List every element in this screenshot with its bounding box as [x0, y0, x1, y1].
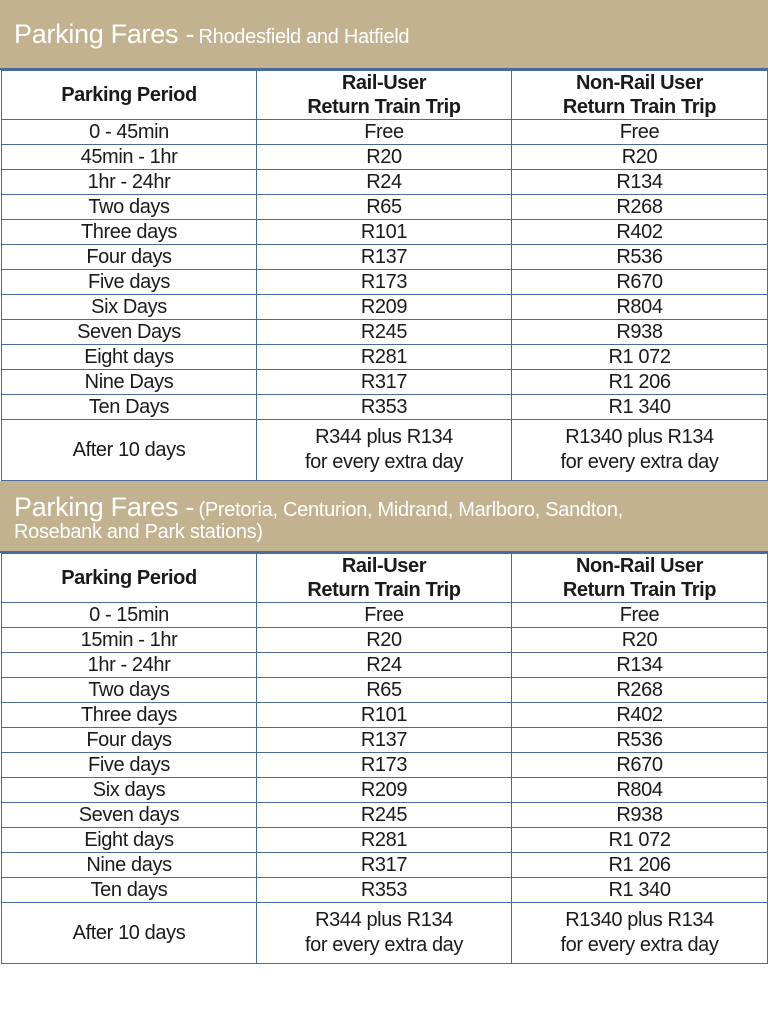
cell-period: Nine Days: [2, 370, 257, 395]
cell-non-rail-fare: R1 340: [512, 395, 768, 420]
table-row: [2, 853, 768, 878]
cell-rail-fare: R20: [257, 145, 512, 170]
cell-non-rail-fare: R1 072: [512, 828, 768, 853]
cell-non-rail-fare: Free: [512, 603, 768, 628]
cell-non-rail-fare: R402: [512, 703, 768, 728]
table-row: [2, 395, 768, 420]
table-row: [2, 245, 768, 270]
cell-rail-fare: Free: [257, 120, 512, 145]
cell-non-rail-fare: R670: [512, 270, 768, 295]
cell-rail-fare: R101: [257, 703, 512, 728]
section-subtitle: Rhodesfield and Hatfield: [198, 25, 410, 48]
cell-period: Four days: [2, 728, 257, 753]
cell-rail-fare: R65: [257, 678, 512, 703]
cell-rail-fare: R281: [257, 828, 512, 853]
table-row: [2, 803, 768, 828]
table-row: [2, 753, 768, 778]
cell-non-rail-fare: R134: [512, 170, 768, 195]
cell-period: Two days: [2, 678, 257, 703]
table-row: [2, 778, 768, 803]
table-row: [2, 295, 768, 320]
cell-rail-fare: R65: [257, 195, 512, 220]
cell-rail-fare: R209: [257, 295, 512, 320]
cell-rail-fare: R245: [257, 803, 512, 828]
fares-table-rhodesfield-hatfield: [1, 70, 768, 481]
cell-period: Four days: [2, 245, 257, 270]
cell-period: Three days: [2, 703, 257, 728]
fares-rows: [2, 120, 768, 420]
table-row: [2, 603, 768, 628]
cell-non-rail-fare: R268: [512, 195, 768, 220]
column-header-rail-user: Rail-User Return Train Trip: [257, 554, 512, 603]
cell-non-rail-fare: R536: [512, 728, 768, 753]
cell-rail-fare: R24: [257, 170, 512, 195]
cell-rail-fare: R20: [257, 628, 512, 653]
cell-period: Nine days: [2, 853, 257, 878]
cell-non-rail-fare: R20: [512, 145, 768, 170]
cell-period: 45min - 1hr: [2, 145, 257, 170]
table-row: [2, 653, 768, 678]
cell-period: Two days: [2, 195, 257, 220]
cell-rail-fare: R344 plus R134 for every extra day: [257, 420, 512, 481]
cell-period: Five days: [2, 270, 257, 295]
cell-non-rail-fare: R134: [512, 653, 768, 678]
table-header-row: [2, 71, 768, 120]
cell-period: Ten Days: [2, 395, 257, 420]
cell-rail-fare: R209: [257, 778, 512, 803]
cell-non-rail-fare: R1 206: [512, 370, 768, 395]
cell-rail-fare: R137: [257, 245, 512, 270]
table-row-after-10-days: [2, 903, 768, 964]
cell-rail-fare: R317: [257, 370, 512, 395]
cell-period: Seven days: [2, 803, 257, 828]
cell-rail-fare: R281: [257, 345, 512, 370]
cell-non-rail-fare: R804: [512, 295, 768, 320]
cell-period: Eight days: [2, 345, 257, 370]
table-row: [2, 145, 768, 170]
table-row: [2, 270, 768, 295]
table-row: [2, 370, 768, 395]
cell-non-rail-fare: R1340 plus R134 for every extra day: [512, 903, 768, 964]
table-row: [2, 703, 768, 728]
cell-rail-fare: R101: [257, 220, 512, 245]
cell-non-rail-fare: R1 340: [512, 878, 768, 903]
cell-period: After 10 days: [2, 903, 257, 964]
cell-period: 1hr - 24hr: [2, 170, 257, 195]
cell-period: Six days: [2, 778, 257, 803]
column-header-parking-period: Parking Period: [2, 554, 257, 603]
cell-rail-fare: R245: [257, 320, 512, 345]
cell-period: Seven Days: [2, 320, 257, 345]
cell-non-rail-fare: R670: [512, 753, 768, 778]
cell-non-rail-fare: R938: [512, 320, 768, 345]
fares-table-pretoria-stations: [1, 553, 768, 964]
cell-period: 15min - 1hr: [2, 628, 257, 653]
cell-non-rail-fare: Free: [512, 120, 768, 145]
cell-non-rail-fare: R1 206: [512, 853, 768, 878]
fares-rows: [2, 603, 768, 903]
cell-period: 0 - 45min: [2, 120, 257, 145]
section-subtitle-line2: Rosebank and Park stations): [14, 520, 263, 543]
table-row: [2, 678, 768, 703]
cell-period: Ten days: [2, 878, 257, 903]
section-title: Parking Fares -: [14, 18, 195, 49]
table-row: [2, 728, 768, 753]
cell-period: After 10 days: [2, 420, 257, 481]
section-subtitle: (Pretoria, Centurion, Midrand, Marlboro, Sandton,: [198, 499, 623, 522]
column-header-parking-period: Parking Period: [2, 71, 257, 120]
table-header-row: [2, 554, 768, 603]
section-header-rhodesfield-hatfield: [0, 0, 768, 70]
column-header-non-rail-user: Non-Rail User Return Train Trip: [512, 71, 768, 120]
cell-rail-fare: R353: [257, 878, 512, 903]
cell-non-rail-fare: R20: [512, 628, 768, 653]
cell-rail-fare: R173: [257, 270, 512, 295]
table-row: [2, 628, 768, 653]
cell-non-rail-fare: R804: [512, 778, 768, 803]
section-title: Parking Fares -: [14, 492, 195, 523]
cell-period: Eight days: [2, 828, 257, 853]
table-row-after-10-days: [2, 420, 768, 481]
column-header-non-rail-user: Non-Rail User Return Train Trip: [512, 554, 768, 603]
cell-non-rail-fare: R536: [512, 245, 768, 270]
column-header-rail-user: Rail-User Return Train Trip: [257, 71, 512, 120]
table-row: [2, 828, 768, 853]
cell-rail-fare: R173: [257, 753, 512, 778]
cell-rail-fare: Free: [257, 603, 512, 628]
cell-non-rail-fare: R1 072: [512, 345, 768, 370]
table-row: [2, 878, 768, 903]
cell-rail-fare: R137: [257, 728, 512, 753]
table-row: [2, 120, 768, 145]
cell-period: Six Days: [2, 295, 257, 320]
cell-rail-fare: R317: [257, 853, 512, 878]
cell-period: Three days: [2, 220, 257, 245]
table-row: [2, 320, 768, 345]
cell-rail-fare: R24: [257, 653, 512, 678]
table-row: [2, 345, 768, 370]
section-header-pretoria-stations: [0, 481, 768, 553]
cell-non-rail-fare: R402: [512, 220, 768, 245]
table-row: [2, 170, 768, 195]
cell-rail-fare: R344 plus R134 for every extra day: [257, 903, 512, 964]
table-row: [2, 195, 768, 220]
cell-non-rail-fare: R268: [512, 678, 768, 703]
table-row: [2, 220, 768, 245]
cell-period: 1hr - 24hr: [2, 653, 257, 678]
cell-period: Five days: [2, 753, 257, 778]
cell-non-rail-fare: R938: [512, 803, 768, 828]
cell-rail-fare: R353: [257, 395, 512, 420]
cell-period: 0 - 15min: [2, 603, 257, 628]
cell-non-rail-fare: R1340 plus R134 for every extra day: [512, 420, 768, 481]
